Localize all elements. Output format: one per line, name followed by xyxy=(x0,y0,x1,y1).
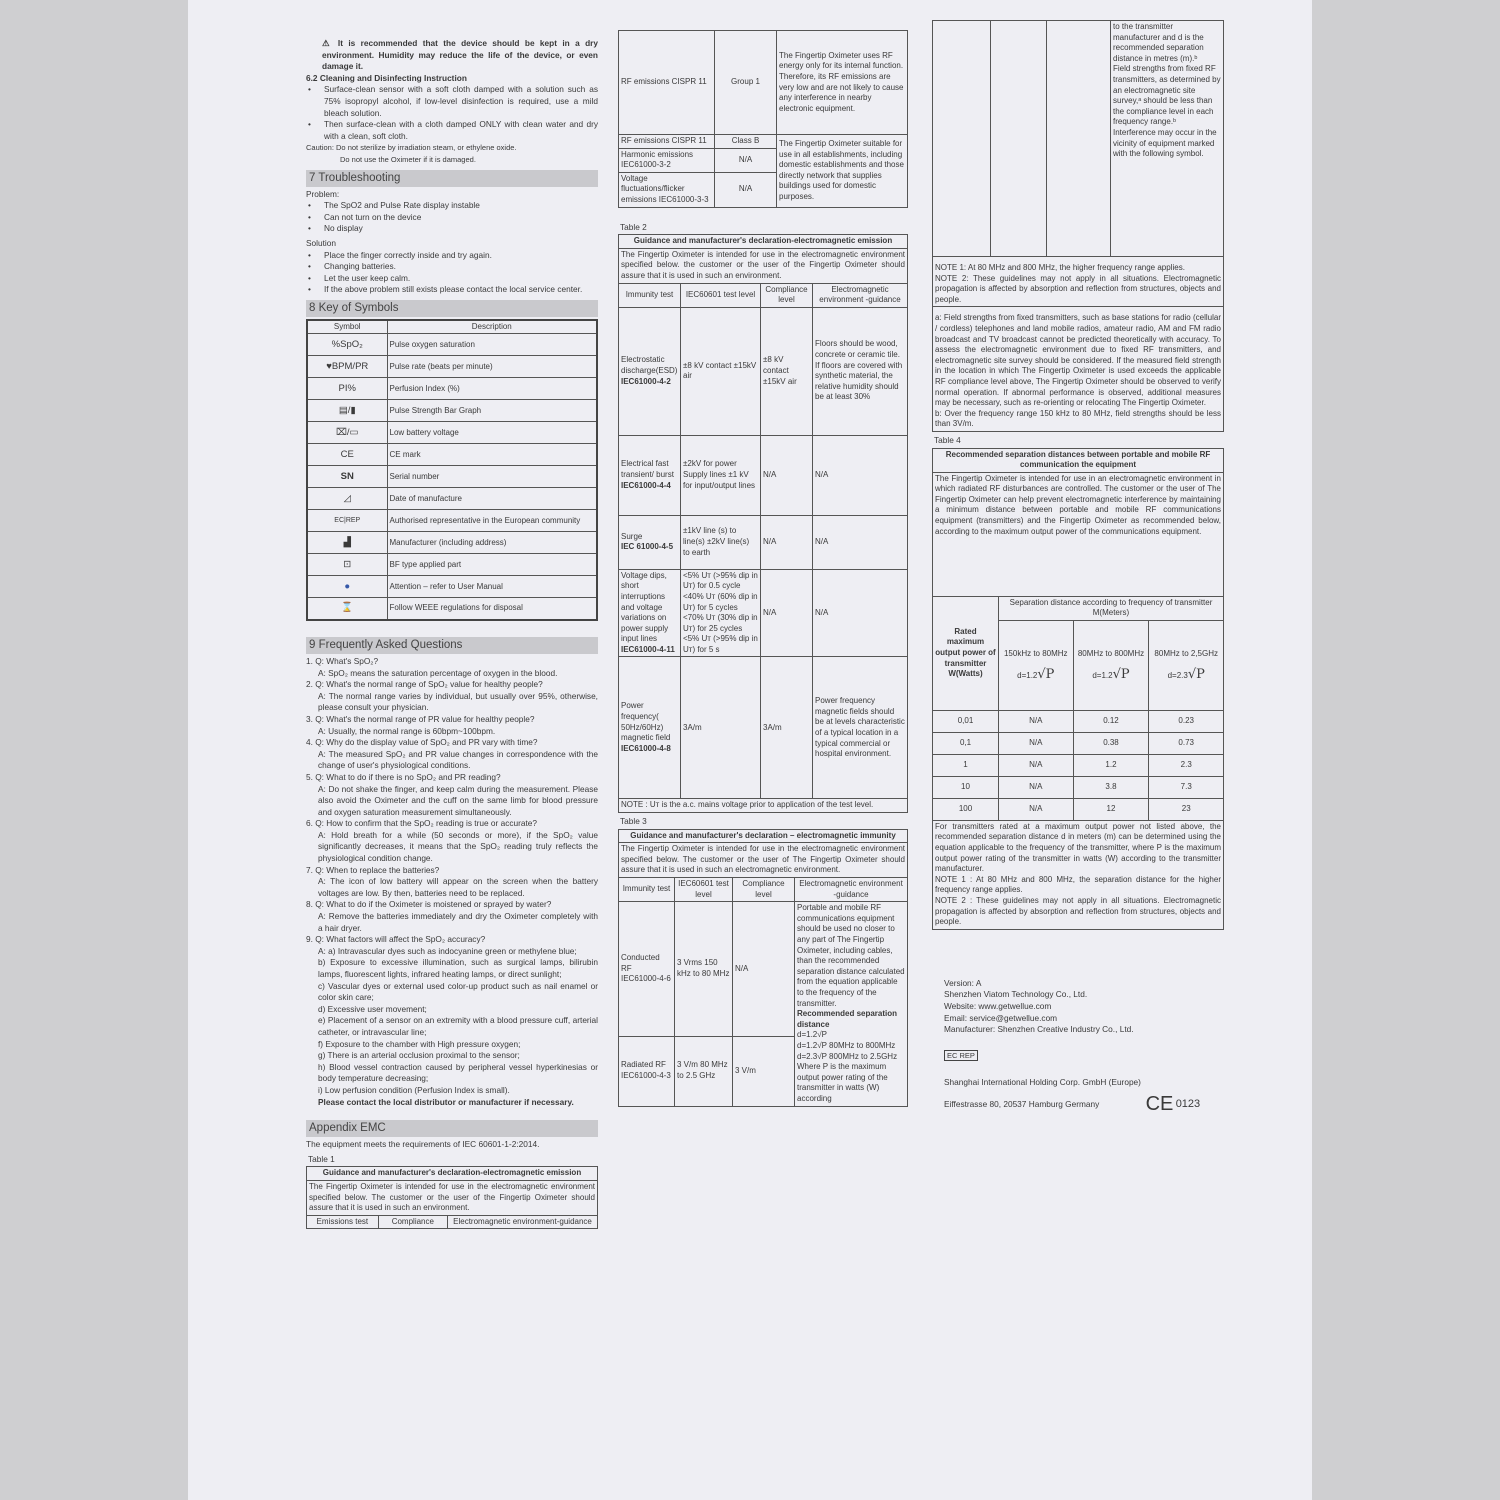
faq-question: 1. Q: What's SpO₂? xyxy=(306,655,379,666)
symbols-title: 8 Key of Symbols xyxy=(306,300,598,317)
table-cell: N/A xyxy=(813,569,908,657)
table1-header xyxy=(306,1166,598,1229)
table-cell: 0,01 xyxy=(933,710,999,732)
symbol-description: Attention – refer to User Manual xyxy=(387,576,597,598)
symbol-description: CE mark xyxy=(387,444,597,466)
symbol-description: Perfusion Index (%) xyxy=(387,378,597,400)
table-row xyxy=(307,576,597,598)
sqrt-p-icon: √P xyxy=(1187,667,1205,683)
faq-question: 7. Q: When to replace the batteries? xyxy=(306,864,440,875)
faq-question: 6. Q: How to confirm that the SpO₂ reading is true or accurate? xyxy=(306,818,538,829)
table-note: NOTE 2: These guidelines may not apply in all situations. Electromagnetic propagation is affected by absorption and reflection from structures, objects and people. xyxy=(935,273,1221,304)
table-note: a: Field strengths from fixed transmitters, such as base stations for radio (cellular / cordless) telephones and land mobile radios, amateur radio, AM and FM radio broadcast and TV broadcast cannot be predicted theoretically with accuracy. To assess the electromagnetic environment due to fixed RF transmitters, and electromagnetic site survey should be considered. If the measured field strength in the location in which The Fingertip Oximeter is used exceeds the applicable RF compliance level above, The Fingertip Oximeter should be observed to verify normal operation. If abnormal performance is observed, additional measures may be necessary, such as re-orienting or relocating The Fingertip Oximeter. xyxy=(935,313,1221,408)
column-right xyxy=(932,20,1224,1115)
symbol-description: Date of manufacture xyxy=(387,488,597,510)
table-cell: 10 xyxy=(933,776,999,798)
caution-1: Caution: Do not sterilize by irradiation steam, or ethylene oxide. xyxy=(306,143,517,153)
table-cell: 3 Vrms 150 kHz to 80 MHz xyxy=(675,902,733,1036)
version-text: Version: A xyxy=(944,977,982,988)
equation: d=1.2 xyxy=(1092,671,1113,681)
table-cell: N/A xyxy=(761,435,813,515)
faq-answer: A: Usually, the normal range is 60bpm~100bpm. xyxy=(318,725,496,736)
table-header: Compliance level xyxy=(761,283,813,307)
faq-question: 2. Q: What's the normal range of SpO₂ value for healthy people? xyxy=(306,679,543,690)
faq-question: 5. Q: What to do if there is no SpO₂ and PR reading? xyxy=(306,771,501,782)
list-item: • Changing batteries. xyxy=(306,261,598,273)
company-name: Shenzhen Viatom Technology Co., Ltd. xyxy=(944,989,1088,1000)
table-cell: Surge xyxy=(621,531,643,541)
table-cell: Harmonic emissions IEC61000-3-2 xyxy=(619,148,715,172)
table3-continued xyxy=(932,20,1224,432)
table-cell: N/A xyxy=(761,515,813,569)
table-header: Immunity test xyxy=(619,283,681,307)
symbol-description: Low battery voltage xyxy=(387,422,597,444)
table-cell: 3A/m xyxy=(681,657,761,799)
symbol-description: Pulse oxygen saturation xyxy=(387,334,597,356)
table-row xyxy=(619,657,908,799)
table-cell: d=1.2√P 80MHz to 800MHz xyxy=(797,1040,896,1050)
sqrt-p-icon: √P xyxy=(1037,667,1055,683)
table-header: Symbol xyxy=(307,320,387,334)
list-item: • Let the user keep calm. xyxy=(306,273,598,285)
table-note: NOTE 2 : These guidelines may not apply in all situations. Electromagnetic propagation is affected by absorption and reflection from structures, objects and people. xyxy=(935,896,1221,927)
table-row xyxy=(307,356,597,378)
table-cell: N/A xyxy=(813,515,908,569)
date-of-manufacture-icon: ◿ xyxy=(307,488,387,510)
website-text: Website: www.getwellue.com xyxy=(944,1001,1052,1011)
table-cell: IEC61000-4-4 xyxy=(621,480,671,490)
table-note: For transmitters rated at a maximum output power not listed above, the recommended separation distance d in meters (m) can be determined using the equation applicable to the frequency of the transmitter, where P is the maximum output power rating of the transmitter in watts (W) according to the transmitter manufacturer. xyxy=(935,821,1221,874)
table-note: NOTE 1 : At 80 MHz and 800 MHz, the separation distance for the higher frequency range applies. xyxy=(935,874,1221,895)
table-row xyxy=(307,334,597,356)
table-cell: N/A xyxy=(715,172,777,207)
sqrt-p-icon: √P xyxy=(1112,667,1130,683)
table-cell: 100 xyxy=(933,798,999,820)
faq-answer: e) Placement of a sensor on an extremity with a blood pressure cuff, arterial catheter, or intravascular line; xyxy=(318,1015,598,1037)
table-header: Rated maximum output power of transmitter W(Watts) xyxy=(933,596,999,710)
faq-question: 4. Q: Why do the display value of SpO₂ and PR vary with time? xyxy=(306,737,538,748)
table-cell: Power frequency( 50Hz/60Hz) magnetic field xyxy=(621,701,671,743)
table-intro: The Fingertip Oximeter is intended for use in an electromagnetic environment in which radiated RF disturbances are controlled. The customer or the user of The Fingertip Oximeter can help prevent electromagnetic interference by maintaining a minimum distance between portable and mobile RF communications equipment (transmitters) and the Fingertip Oximeter as recommended below, according to the maximum output power of the communications equipment. xyxy=(933,472,1224,596)
table-cell: Power frequency magnetic fields should be at levels characteristic of a typical location in a typical commercial or hospital environment. xyxy=(813,657,908,799)
ce-number: 0123 xyxy=(1175,1097,1201,1110)
contact-note: Please contact the local distributor or manufacturer if necessary. xyxy=(318,1096,574,1107)
table-cell: RF emissions CISPR 11 xyxy=(619,31,715,135)
warning-dry: ⚠ It is recommended that the device should be kept in a dry environment. Humidity may reduce the life of the device, or even damage it. xyxy=(322,38,599,72)
faq-answer: A: The icon of low battery will appear on the screen when the battery voltages are low. By then, batteries need to be replaced. xyxy=(318,876,598,898)
bar-graph-icon: ▤/▮ xyxy=(307,400,387,422)
table-title: Recommended separation distances between portable and mobile RF communication the equipment xyxy=(933,448,1224,472)
symbols-table xyxy=(306,319,598,621)
table-cell: 0,1 xyxy=(933,732,999,754)
symbol-description: Serial number xyxy=(387,466,597,488)
table-cell: Floors should be wood, concrete or ceramic tile. If floors are covered with synthetic material, the relative humidity should be at least 30% xyxy=(813,307,908,435)
symbol-description: Authorised representative in the European community xyxy=(387,510,597,532)
battery-icon: ⌧/▭ xyxy=(307,422,387,444)
faq-answer: A: Do not shake the finger, and keep calm during the measurement. Please also avoid the Oximeter and the cuff on the same limb for blood pressure and oxygen saturation measurement simultaneously. xyxy=(318,783,598,817)
table-note: b: Over the frequency range 150 kHz to 80 MHz, field strengths should be less than 3V/m. xyxy=(935,408,1221,429)
table1-caption: Table 1 xyxy=(308,1153,335,1164)
table-cell: Where P is the maximum output power rating of the transmitter in watts (W) according xyxy=(797,1062,888,1103)
table-cell: IEC 61000-4-5 xyxy=(621,542,674,552)
table-cell: ±8 kV contact ±15kV air xyxy=(681,307,761,435)
table-row xyxy=(619,135,908,149)
symbol-description: Pulse rate (beats per minute) xyxy=(387,356,597,378)
table-cell: RF emissions CISPR 11 xyxy=(619,135,715,149)
pi-symbol: PI% xyxy=(307,378,387,400)
company-info xyxy=(932,977,1224,1115)
table2-caption: Table 2 xyxy=(620,221,647,232)
table-row xyxy=(933,798,1224,820)
faq-answer: A: The measured SpO₂ and PR value changes in correspondence with the change of user's physiological conditions. xyxy=(318,748,598,771)
list-item: • Then surface-clean with a cloth damped ONLY with clean water and dry with a clean, soft cloth. xyxy=(306,119,598,142)
table-cell: Conducted RF IEC61000-4-6 xyxy=(619,902,675,1036)
bf-type-icon: ⊡ xyxy=(307,554,387,576)
table-cell: 0.73 xyxy=(1149,732,1224,754)
table-cell: 2.3 xyxy=(1149,754,1224,776)
faq-answer: g) There is an arterial occlusion proximal to the sensor; xyxy=(318,1050,520,1061)
table-row xyxy=(307,400,597,422)
table-header: 80MHz to 2,5GHz xyxy=(1154,648,1218,658)
table-row xyxy=(307,378,597,400)
table4-caption: Table 4 xyxy=(934,434,961,445)
table-cell: N/A xyxy=(999,732,1074,754)
table-cell: Electrostatic discharge(ESD) xyxy=(621,355,678,375)
table-cell: ±1kV line (s) to line(s) ±2kV line(s) to earth xyxy=(681,515,761,569)
list-item: • The SpO2 and Pulse Rate display instable xyxy=(306,200,598,212)
symbol-description: Follow WEEE regulations for disposal xyxy=(387,598,597,620)
faq-question: 9. Q: What factors will affect the SpO₂ accuracy? xyxy=(306,934,486,945)
table-row xyxy=(933,732,1224,754)
table-header: 80MHz to 800MHz xyxy=(1077,648,1145,658)
table-cell: Voltage fluctuations/flicker emissions IEC61000-3-3 xyxy=(619,172,715,207)
table-row xyxy=(307,444,597,466)
appendix-emc-title: Appendix EMC xyxy=(306,1120,598,1137)
table-cell: N/A xyxy=(999,798,1074,820)
table-header: Electromagnetic environment -guidance xyxy=(813,283,908,307)
symbol-description: BF type applied part xyxy=(387,554,597,576)
table-title: Guidance and manufacturer's declaration-electromagnetic emission xyxy=(619,235,908,249)
table-cell: N/A xyxy=(999,754,1074,776)
caution-2: Do not use the Oximeter if it is damaged. xyxy=(340,154,476,164)
table-note: NOTE 1: At 80 MHz and 800 MHz, the higher frequency range applies. xyxy=(935,263,1185,272)
table-cell: Field strengths from fixed RF transmitters, as determined by an electromagnetic site survey,ᵃ should be less than the compliance level in each frequency range.ᵇ xyxy=(1113,64,1221,127)
equation: d=1.2 xyxy=(1017,671,1038,681)
table-cell: 0.23 xyxy=(1149,710,1224,732)
representative-address: Eiffestrasse 80, 20537 Hamburg Germany xyxy=(944,1098,1100,1109)
table-cell: Voltage dips, short interruptions and voltage variations on power supply input lines xyxy=(621,570,669,644)
table-cell: 3 V/m xyxy=(733,1036,795,1106)
column-left xyxy=(306,14,598,1229)
symbol-description: Manufacturer (including address) xyxy=(387,532,597,554)
ce-mark-icon: CE xyxy=(1145,1092,1174,1115)
table-row xyxy=(307,466,597,488)
ec-rep-icon: EC REP xyxy=(944,1050,978,1061)
table-cell: 12 xyxy=(1073,798,1149,820)
table-cell: The Fingertip Oximeter uses RF energy only for its internal function. Therefore, its RF emissions are very low and are not likely to cause any interference in nearby electronic equipment. xyxy=(777,31,908,135)
list-item: • Can not turn on the device xyxy=(306,212,598,224)
table-cell: 3.8 xyxy=(1073,776,1149,798)
table-row xyxy=(307,598,597,620)
table-cell: 1 xyxy=(933,754,999,776)
rep-address-line xyxy=(944,1092,1224,1115)
table-cell: 3A/m xyxy=(761,657,813,799)
table-header: 150kHz to 80MHz xyxy=(1003,648,1068,658)
list-item: • Place the finger correctly inside and try again. xyxy=(306,250,598,262)
table-cell: Radiated RF IEC61000-4-3 xyxy=(619,1036,675,1106)
table-row xyxy=(933,21,1224,257)
manufacturer-icon: ▟ xyxy=(307,532,387,554)
faq-answer: A: Remove the batteries immediately and dry the Oximeter completely with a hair dryer. xyxy=(318,911,598,933)
table-cell: N/A xyxy=(999,710,1074,732)
table-cell: ±8 kV contact ±15kV air xyxy=(761,307,813,435)
manufacturer-text: Manufacturer: Shenzhen Creative Industry Co., Ltd. xyxy=(944,1024,1134,1035)
table-header: Compliance xyxy=(378,1215,447,1229)
table-header: Electromagnetic environment -guidance xyxy=(795,878,908,902)
faq-answer: A: The normal range varies by individual, but usually over 95%, otherwise, please consult your physician. xyxy=(318,690,598,713)
faq-question: 3. Q: What's the normal range of PR value for healthy people? xyxy=(306,713,535,724)
table-header: Separation distance according to frequency of transmitter M(Meters) xyxy=(999,596,1224,620)
table-cell: d=2.3√P 800MHz to 2.5GHz xyxy=(797,1051,898,1061)
table-row xyxy=(619,569,908,657)
table-cell: Portable and mobile RF communications equipment should be used no closer to any part of The Fingertip Oximeter, including cables, than the recommended separation distance calculated from the equation applicable to the frequency of the transmitter. xyxy=(797,903,905,1008)
table-row xyxy=(933,710,1224,732)
table-header: Emissions test xyxy=(307,1215,379,1229)
table-intro: The Fingertip Oximeter is intended for use in the electromagnetic environment specified below. the customer or the user of the Fingertip Oximeter should assure that it is used in such an environment. xyxy=(619,248,908,283)
table-row xyxy=(619,307,908,435)
table-cell: <5% Uт (>95% dip in Uт) for 0.5 cycle <40% Uт (60% dip in Uт) for 5 cycles <70% Uт (30% dip in Uт) for 25 cycles <5% Uт (>95% dip in Uт) for 5 s xyxy=(681,569,761,657)
ce-mark-icon: CE xyxy=(307,444,387,466)
table-title: Guidance and manufacturer's declaration-electromagnetic emission xyxy=(307,1167,598,1181)
table-row xyxy=(619,515,908,569)
table-cell: IEC61000-4-2 xyxy=(621,376,671,386)
ec-rep-icon: EC|REP xyxy=(307,510,387,532)
faq-answer: A: a) Intravascular dyes such as indocyanine green or methylene blue; xyxy=(318,945,577,956)
faq-answer: A: SpO₂ means the saturation percentage of oxygen in the blood. xyxy=(318,667,558,678)
table-cell: to the transmitter manufacturer and d is the recommended separation distance in metres (m).ᵇ xyxy=(1113,22,1204,63)
table-row xyxy=(619,902,908,1036)
table-cell: 23 xyxy=(1149,798,1224,820)
table-cell: N/A xyxy=(715,148,777,172)
table4 xyxy=(932,448,1224,930)
list-item: • If the above problem still exists please contact the local service center. xyxy=(306,284,598,296)
table-note: NOTE : Uт is the a.c. mains voltage prior to application of the test level. xyxy=(619,799,908,813)
table-intro: The Fingertip Oximeter is intended for use in the electromagnetic environment specified below. The customer or the user of The Fingertip Oximeter should assure that it is used in such an electromagnetic environment. xyxy=(619,843,908,878)
faq-title: 9 Frequently Asked Questions xyxy=(306,637,598,654)
cleaning-list xyxy=(306,84,598,142)
table-cell: 3 V/m 80 MHz to 2.5 GHz xyxy=(675,1036,733,1106)
table-header: IEC60601 test level xyxy=(681,283,761,307)
equation: d=2.3 xyxy=(1167,671,1188,681)
table-row xyxy=(307,488,597,510)
emc-standard: The equipment meets the requirements of IEC 60601-1-2:2014. xyxy=(306,1139,540,1150)
table-row xyxy=(933,776,1224,798)
table3-caption: Table 3 xyxy=(620,816,647,827)
solution-list xyxy=(306,250,598,296)
list-item: • No display xyxy=(306,223,598,235)
representative-name: Shanghai International Holding Corp. GmbH (Europe) xyxy=(944,1077,1141,1088)
table-cell: Class B xyxy=(715,135,777,149)
weee-bin-icon: ⌛ xyxy=(307,598,387,620)
table-cell: 0.12 xyxy=(1073,710,1149,732)
table-cell: 0.38 xyxy=(1073,732,1149,754)
table-cell: 7.3 xyxy=(1149,776,1224,798)
table-header: Compliance level xyxy=(733,878,795,902)
table-cell: 1.2 xyxy=(1073,754,1149,776)
table-header: Description xyxy=(387,320,597,334)
table-intro: The Fingertip Oximeter is intended for use in the electromagnetic environment specified below. The customer or the user of the Fingertip Oximeter should assure that it is used in such an environment. xyxy=(307,1180,598,1215)
faq-answer: h) Blood vessel contraction caused by peripheral vessel hyperkinesias or body temperature decreasing; xyxy=(318,1061,598,1084)
table-cell: N/A xyxy=(813,435,908,515)
problem-label: Problem: xyxy=(306,188,340,199)
table-cell: IEC61000-4-11 xyxy=(621,644,675,654)
faq-answer: f) Exposure to the chamber with High pressure oxygen; xyxy=(318,1038,521,1049)
table-cell: Recommended separation distance xyxy=(797,1009,898,1029)
email-text: Email: service@getwellue.com xyxy=(944,1012,1058,1023)
faq-answer: i) Low perfusion condition (Perfusion Index is small). xyxy=(318,1084,510,1095)
list-item: • Surface-clean sensor with a soft cloth damped with a solution such as 75% isopropyl alcohol, if low-level disinfection is required, use a mild bleach solution. xyxy=(306,84,598,119)
table-title: Guidance and manufacturer's declaration – electromagnetic immunity xyxy=(619,829,908,843)
symbol-description: Pulse Strength Bar Graph xyxy=(387,400,597,422)
heart-icon: ♥BPM/PR xyxy=(307,356,387,378)
serial-number-symbol: SN xyxy=(307,466,387,488)
table-cell: d=1.2√P xyxy=(797,1030,827,1040)
table-cell: ±2kV for power Supply lines ±1 kV for input/output lines xyxy=(681,435,761,515)
troubleshooting-title: 7 Troubleshooting xyxy=(306,170,598,187)
faq-answer: c) Vascular dyes or external used color-up product such as nail enamel or color skin care; xyxy=(318,980,598,1003)
user-manual-icon: ● xyxy=(307,576,387,598)
table-row xyxy=(307,510,597,532)
table-cell: N/A xyxy=(761,569,813,657)
spo2-symbol: %SpO₂ xyxy=(307,334,387,356)
faq-answer: d) Excessive user movement; xyxy=(318,1003,427,1014)
table-row xyxy=(307,422,597,444)
cleaning-title: 6.2 Cleaning and Disinfecting Instruction xyxy=(306,72,467,83)
table-cell: Electrical fast transient/ burst xyxy=(621,459,674,479)
table-header: IEC60601 test level xyxy=(675,878,733,902)
table-header: Immunity test xyxy=(619,878,675,902)
table3 xyxy=(618,829,908,1107)
table1-body xyxy=(618,30,908,208)
table-cell: Group 1 xyxy=(715,31,777,135)
table-cell: The Fingertip Oximeter suitable for use in all establishments, including domestic establishments and those directly network that supplies buildings used for domestic purposes. xyxy=(777,135,908,208)
table-row xyxy=(933,754,1224,776)
table-header: Electromagnetic environment-guidance xyxy=(448,1215,598,1229)
paper-sheet xyxy=(188,0,1312,1500)
faq-answer: b) Exposure to excessive illumination, such as surgical lamps, bilirubin lamps, fluorescent lights, infrared heating lamps, or direct sunlight; xyxy=(318,957,598,979)
table-row xyxy=(619,31,908,135)
problem-list xyxy=(306,200,598,235)
column-middle xyxy=(618,30,908,1107)
table-cell: N/A xyxy=(733,902,795,1036)
table-row xyxy=(307,554,597,576)
table-row xyxy=(307,532,597,554)
faq-answer: A: Hold breath for a while (50 seconds or more), if the SpO₂ value significantly decreases, it means that the SpO₂ reading truly reflects the physiological condition change. xyxy=(318,829,598,864)
solution-label: Solution xyxy=(306,237,336,248)
table-cell: IEC61000-4-8 xyxy=(621,743,671,753)
faq-question: 8. Q: What to do if the Oximeter is moistened or sprayed by water? xyxy=(306,899,552,910)
table2 xyxy=(618,234,908,813)
table-cell: Interference may occur in the vicinity of equipment marked with the following symbol. xyxy=(1113,127,1217,159)
faq-list xyxy=(306,656,598,1108)
table-row xyxy=(619,435,908,515)
table-cell: N/A xyxy=(999,776,1074,798)
